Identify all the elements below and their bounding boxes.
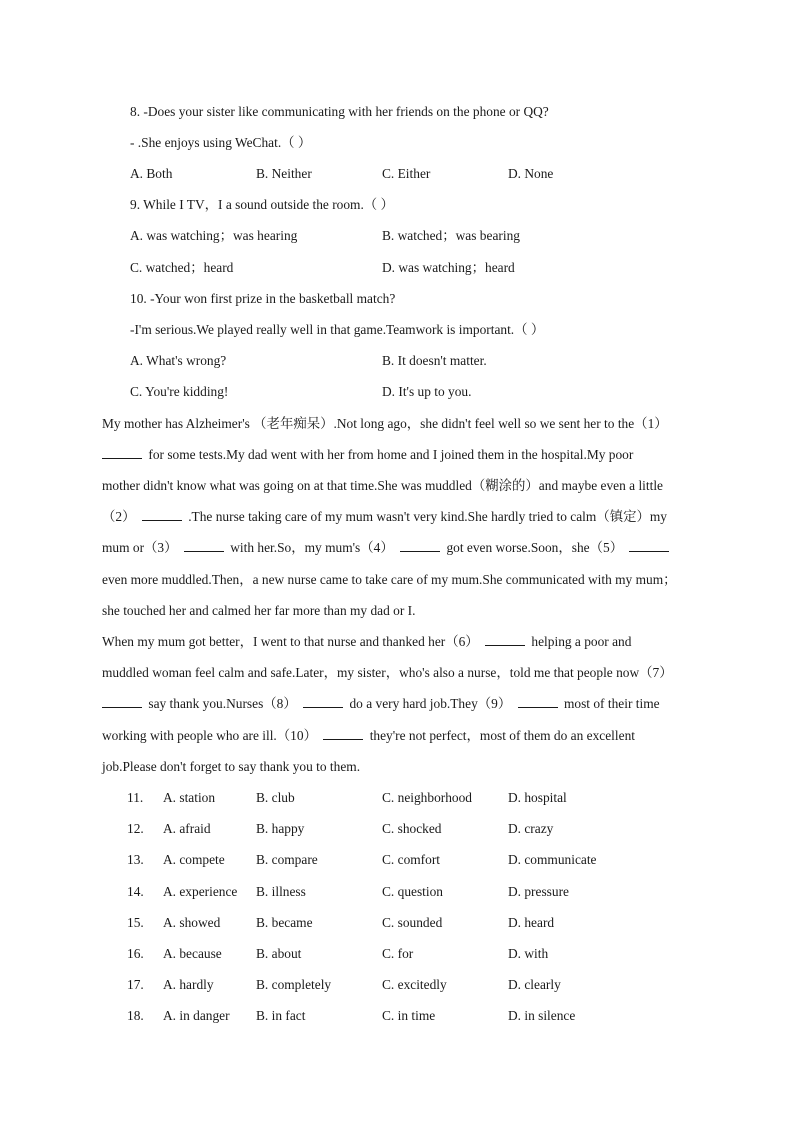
cloze-number: 12.	[127, 821, 144, 836]
cloze-number: 13.	[127, 852, 144, 867]
q9-option-b: B. watched；was bearing	[382, 228, 520, 243]
cloze-option-a: A. because	[163, 946, 222, 961]
cloze-option-b: B. became	[256, 915, 313, 930]
cloze-option-c: C. shocked	[382, 821, 442, 836]
passage-line: When my mum got better，I went to that nurse and thanked her（6） helping a poor and	[102, 634, 632, 649]
cloze-option-b: B. compare	[256, 852, 318, 867]
cloze-number: 18.	[127, 1008, 144, 1023]
q9-option-a: A. was watching；was hearing	[130, 228, 298, 243]
q10-answer-line: -I'm serious.We played really well in that game.Teamwork is important.（ ）	[130, 322, 545, 337]
q9-stem: 9. While I TV，I a sound outside the room.（ ）	[130, 197, 394, 212]
cloze-option-d: D. pressure	[508, 884, 569, 899]
cloze-option-d: D. clearly	[508, 977, 561, 992]
cloze-option-d: D. communicate	[508, 852, 597, 867]
blank-6[interactable]	[485, 634, 525, 646]
cloze-option-d: D. in silence	[508, 1008, 576, 1023]
cloze-option-d: D. with	[508, 946, 549, 961]
q10-option-a: A. What's wrong?	[130, 353, 227, 368]
cloze-option-c: C. in time	[382, 1008, 436, 1023]
cloze-option-a: A. experience	[163, 884, 238, 899]
cloze-option-d: D. hospital	[508, 790, 567, 805]
passage-line: say thank you.Nurses（8） do a very hard job.They（9） most of their time	[102, 696, 660, 712]
cloze-option-c: C. sounded	[382, 915, 443, 930]
q8-option-a: A. Both	[130, 166, 173, 181]
q10-stem: 10. -Your won first prize in the basketball match?	[130, 291, 396, 306]
cloze-option-c: C. excitedly	[382, 977, 447, 992]
cloze-option-a: A. station	[163, 790, 216, 805]
passage-line: muddled woman feel calm and safe.Later，my sister，who's also a nurse，told me that people now（7）	[102, 665, 673, 680]
cloze-option-a: A. hardly	[163, 977, 214, 992]
cloze-option-b: B. completely	[256, 977, 332, 992]
cloze-option-c: C. neighborhood	[382, 790, 473, 805]
cloze-option-c: C. question	[382, 884, 444, 899]
blank-3[interactable]	[184, 540, 224, 552]
blank-5[interactable]	[629, 540, 669, 552]
q9-option-d: D. was watching；heard	[382, 260, 515, 275]
cloze-option-b: B. in fact	[256, 1008, 306, 1023]
q8-answer-line: - .She enjoys using WeChat.（ ）	[130, 135, 312, 150]
q8-stem: 8. -Does your sister like communicating with her friends on the phone or QQ?	[130, 104, 549, 119]
cloze-option-c: C. for	[382, 946, 414, 961]
passage-line: mother didn't know what was going on at that time.She was muddled（糊涂的）and maybe even a little	[102, 478, 663, 493]
q8-option-c: C. Either	[382, 166, 431, 181]
cloze-number: 11.	[127, 790, 144, 805]
cloze-option-b: B. happy	[256, 821, 305, 836]
cloze-option-d: D. crazy	[508, 821, 554, 836]
passage-line: even more muddled.Then，a new nurse came to take care of my mum.She communicated with my mum；	[102, 572, 677, 587]
blank-9[interactable]	[518, 696, 558, 708]
cloze-option-a: A. afraid	[163, 821, 211, 836]
cloze-number: 14.	[127, 884, 144, 899]
passage-line: working with people who are ill.（10） they're not perfect，most of them do an excellent	[102, 728, 635, 743]
cloze-number: 16.	[127, 946, 144, 961]
passage-line: My mother has Alzheimer's （老年痴呆）.Not long ago，she didn't feel well so we sent her to the（1）	[102, 416, 668, 431]
cloze-option-a: A. compete	[163, 852, 225, 867]
passage-line: （2） .The nurse taking care of my mum wasn't very kind.She hardly tried to calm（镇定）my	[102, 509, 667, 524]
cloze-option-a: A. in danger	[163, 1008, 230, 1023]
q10-option-c: C. You're kidding!	[130, 384, 229, 399]
passage-line: mum or（3） with her.So，my mum's（4） got even worse.Soon，she（5）	[102, 540, 672, 556]
cloze-option-a: A. showed	[163, 915, 221, 930]
blank-2[interactable]	[142, 509, 182, 521]
cloze-option-d: D. heard	[508, 915, 555, 930]
passage-line: for some tests.My dad went with her from home and I joined them in the hospital.My poor	[102, 447, 633, 463]
q8-option-b: B. Neither	[256, 166, 312, 181]
q8-option-d: D. None	[508, 166, 554, 181]
cloze-option-b: B. illness	[256, 884, 306, 899]
blank-4[interactable]	[400, 540, 440, 552]
blank-10[interactable]	[323, 728, 363, 740]
cloze-option-b: B. club	[256, 790, 295, 805]
cloze-number: 17.	[127, 977, 144, 992]
blank-7[interactable]	[102, 696, 142, 708]
q9-option-c: C. watched；heard	[130, 260, 234, 275]
passage-line: she touched her and calmed her far more than my dad or I.	[102, 603, 416, 618]
cloze-option-b: B. about	[256, 946, 302, 961]
cloze-option-c: C. comfort	[382, 852, 441, 867]
q10-option-b: B. It doesn't matter.	[382, 353, 487, 368]
q10-option-d: D. It's up to you.	[382, 384, 472, 399]
blank-8[interactable]	[303, 696, 343, 708]
blank-1[interactable]	[102, 447, 142, 459]
passage-line: job.Please don't forget to say thank you to them.	[102, 759, 361, 774]
cloze-number: 15.	[127, 915, 144, 930]
